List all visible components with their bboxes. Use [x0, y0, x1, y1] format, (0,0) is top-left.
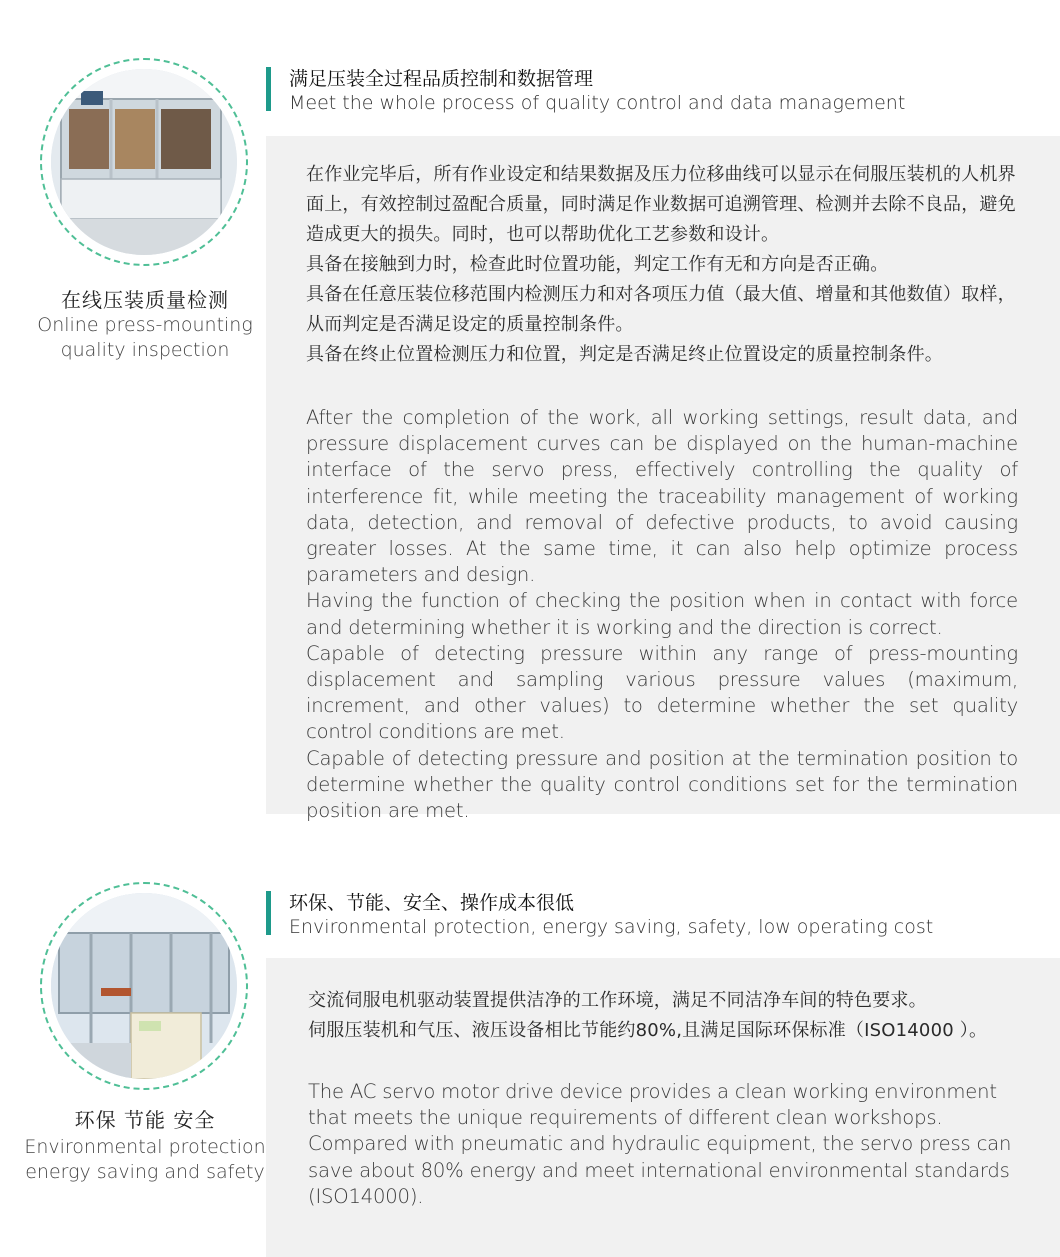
en-paragraph: Compared with pneumatic and hydraulic equipment, the servo press can save about 80% energy and meet international environmental standards (ISO14000). [308, 1132, 1012, 1208]
cn-paragraph: 具备在终止位置检测压力和位置，判定是否满足终止位置设定的质量控制条件。 [306, 344, 943, 365]
cn-paragraph: 伺服压装机和气压、液压设备相比节能约80%,且满足国际环保标准（ISO14000 ）。 [308, 1020, 988, 1041]
heading-en: Meet the whole process of quality control and data management [289, 92, 906, 114]
cn-paragraph: 具备在任意压装位移范围内检测压力和对各项压力值（最大值、增量和其他数值）取样，从而判定是否满足设定的质量控制条件。 [306, 284, 1016, 335]
cn-text-block [306, 160, 1024, 370]
heading-accent-bar [266, 891, 271, 935]
side-title-cn: 环保 节能 安全 [74, 1108, 216, 1132]
cn-paragraph: 交流伺服电机驱动装置提供洁净的工作环境，满足不同洁净车间的特色要求。 [308, 990, 927, 1011]
side-subtitle-en-1: Environmental protection [24, 1136, 266, 1158]
section-environmental [0, 870, 1060, 1257]
photo-ring [40, 58, 248, 266]
heading-en: Environmental protection, energy saving, safety, low operating cost [289, 916, 934, 938]
workshop-image [51, 893, 237, 1079]
en-paragraph: Capable of detecting pressure within any range of press-mounting displacement and sampling various pressure values (maximum, increment, and other values) to determine whether the set quality control conditions are met. [306, 641, 1018, 744]
content-panel [266, 136, 1060, 823]
cn-paragraph: 在作业完毕后，所有作业设定和结果数据及压力位移曲线可以显示在伺服压装机的人机界面上，有效控制过盈配合质量，同时满足作业数据可追溯管理、检测并去除不良品，避免造成更大的损失。同时，也可以帮助优化工艺参数和设计。 [306, 164, 1016, 245]
workshop-photo [51, 893, 237, 1079]
press-line-photo [51, 69, 237, 255]
photo-ring [40, 882, 248, 1090]
side-title-cn: 在线压装质量检测 [61, 288, 229, 312]
heading-accent-bar [266, 67, 271, 111]
heading-cn: 满足压装全过程品质控制和数据管理 [289, 68, 594, 90]
assembly-line-image [51, 69, 237, 255]
content-panel [266, 958, 1060, 1257]
en-paragraph: Having the function of checking the position when in contact with force and determining whether it is working and the direction is correct. [306, 589, 1018, 639]
heading-cn: 环保、节能、安全、操作成本很低 [289, 892, 575, 914]
en-paragraph: After the completion of the work, all working settings, result data, and pressure displacement curves can be displayed on the human-machine interface of the servo press, effectively controlling the quality of interference fit, while meeting the traceability management of working data, detection, and removal of defective products, to avoid causing greater losses. At the same time, it can also help optimize process parameters and design. [306, 406, 1018, 587]
cn-paragraph: 具备在接触到力时，检查此时位置功能，判定工作有无和方向是否正确。 [306, 254, 889, 275]
en-paragraph: The AC servo motor drive device provides a clean working environment that meets the unique requirements of different clean workshops. [308, 1080, 997, 1130]
side-subtitle-en-2: quality inspection [60, 339, 230, 361]
en-text-block [308, 1079, 1020, 1210]
en-paragraph: Capable of detecting pressure and position at the termination position to determine whether the quality control conditions set for the termination position are met. [306, 746, 1018, 823]
cn-text-block [308, 986, 1038, 1046]
side-subtitle-en-1: Online press-mounting [37, 314, 253, 336]
side-subtitle-en-2: energy saving and safety [25, 1161, 265, 1183]
en-text-block [306, 405, 1018, 824]
